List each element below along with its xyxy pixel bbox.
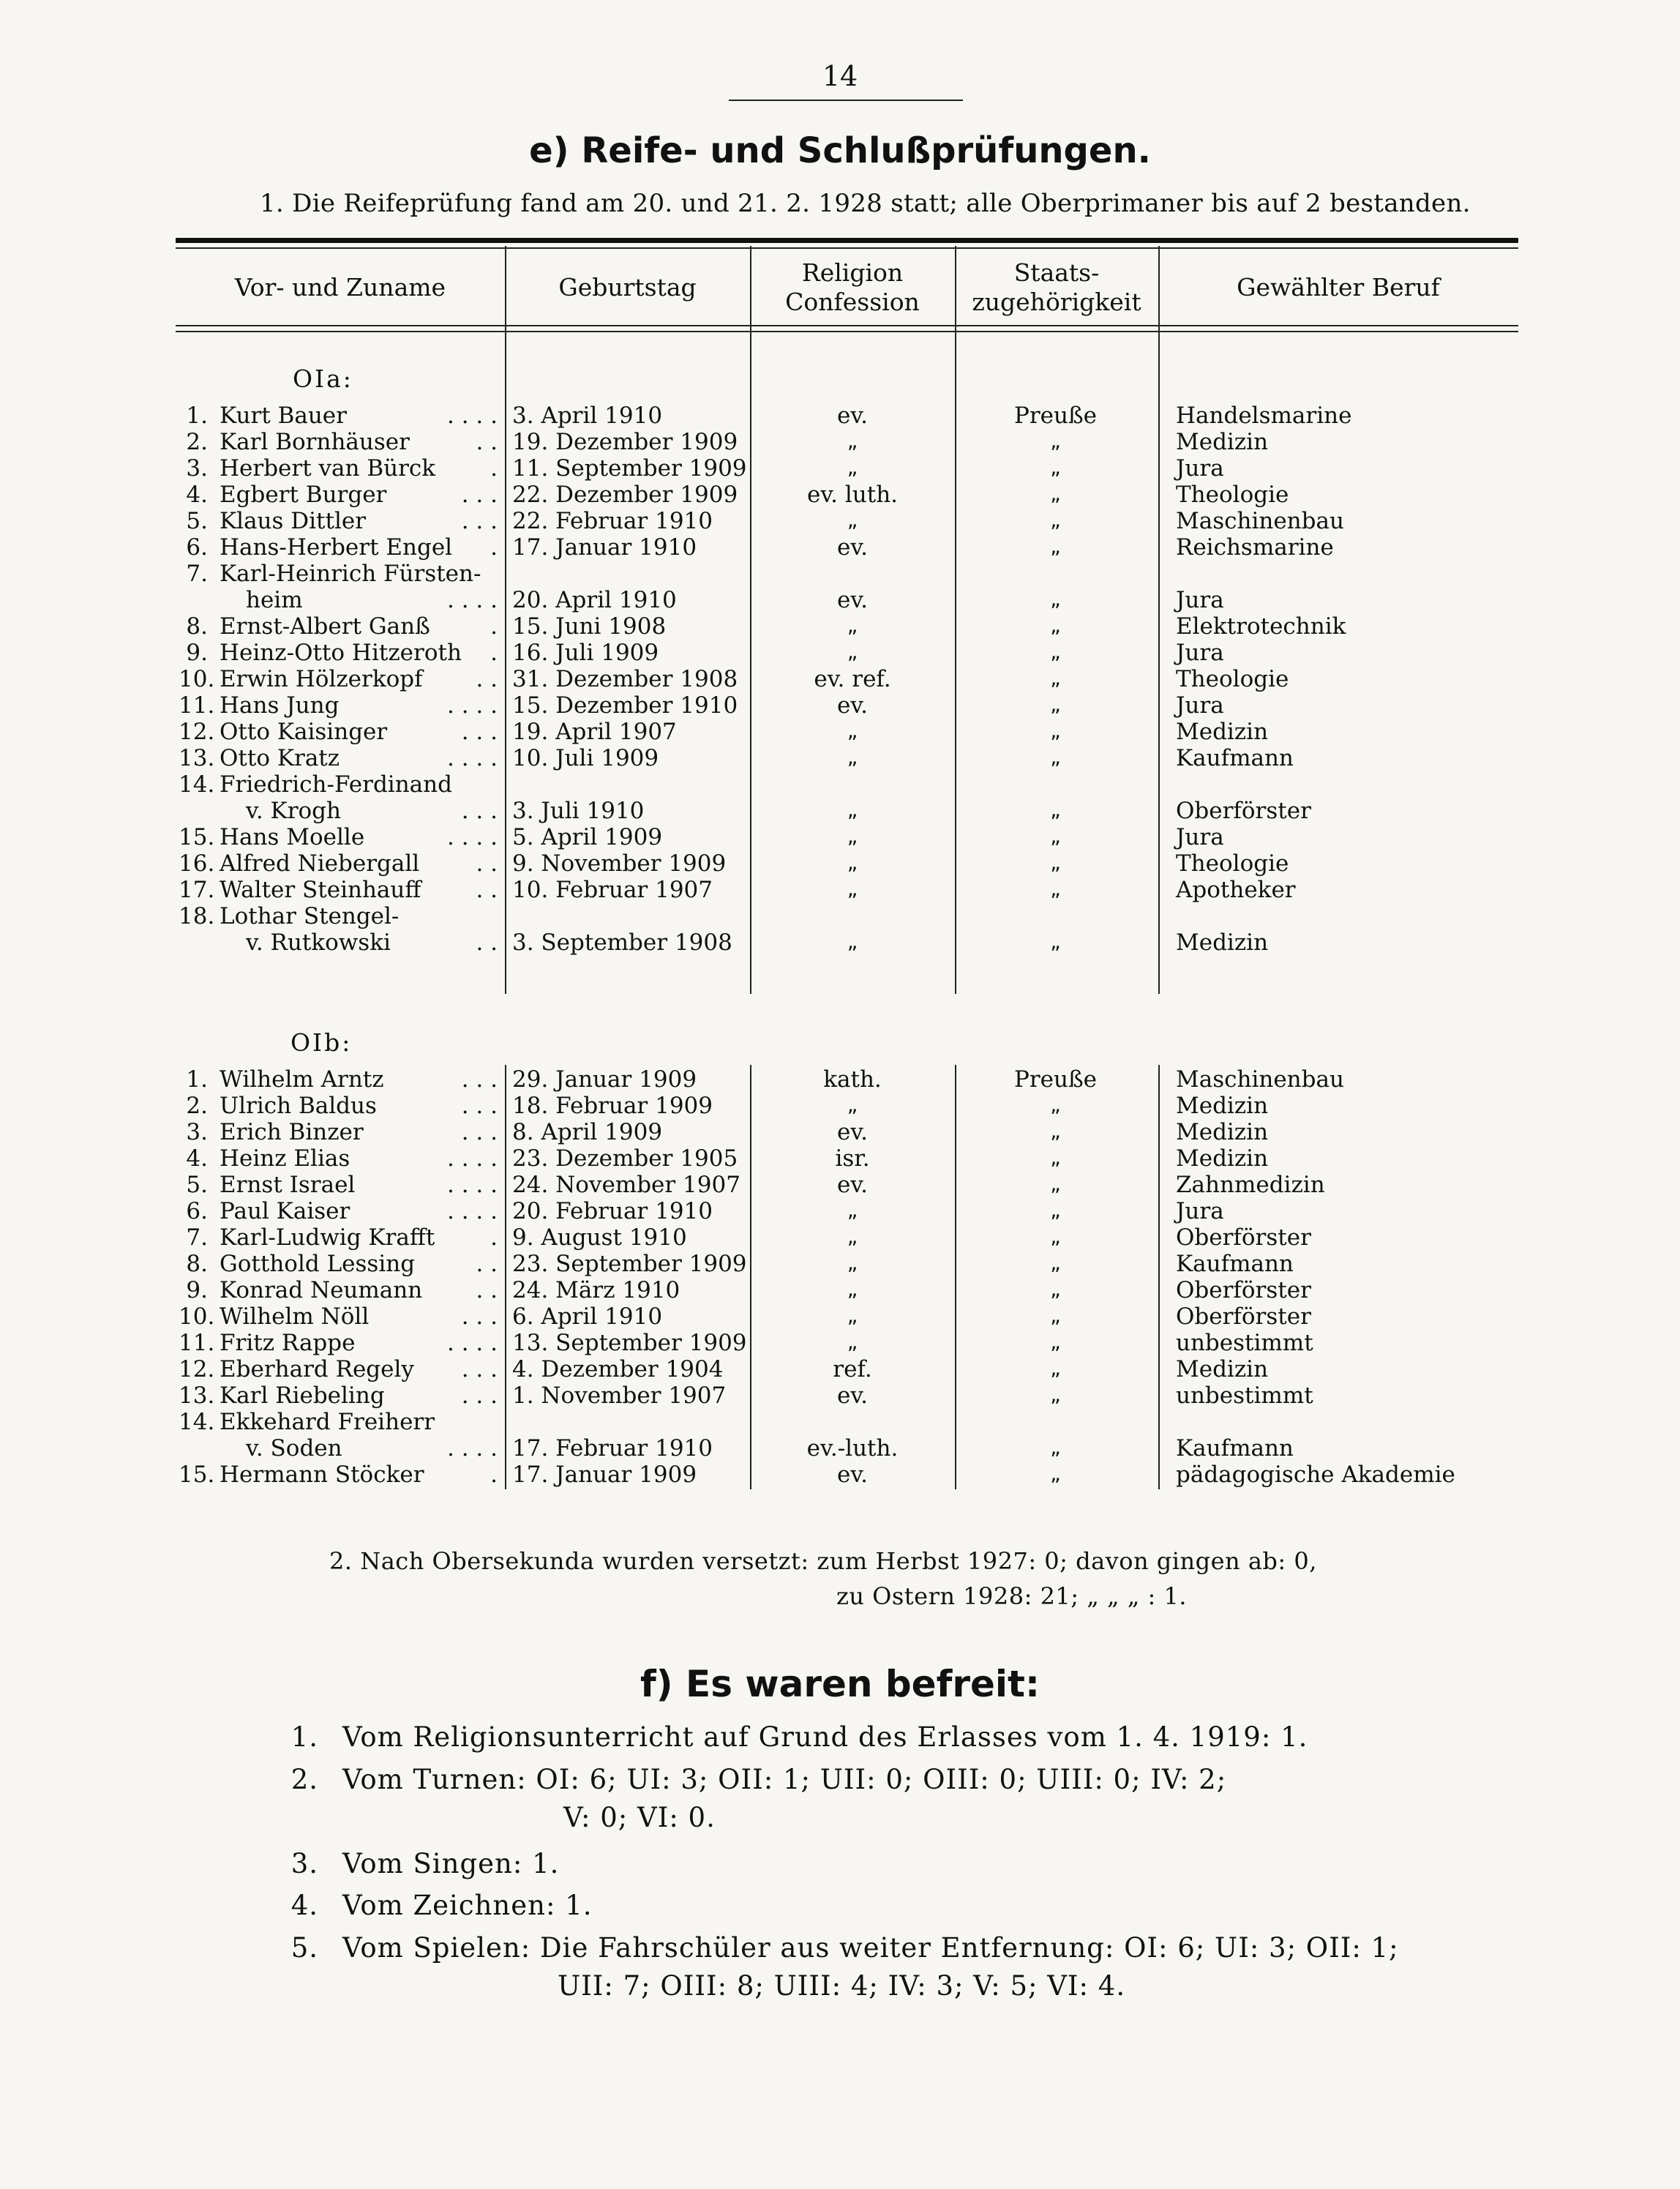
row-number: 2.: [186, 1093, 208, 1119]
religion: „: [847, 929, 858, 954]
row-number: 14.: [179, 771, 215, 798]
leader-dots: . .: [476, 929, 498, 956]
chosen-profession: Theologie: [1176, 666, 1289, 692]
row-number: 18.: [179, 903, 215, 929]
header-bottom-rule: [176, 325, 1518, 326]
student-name: Hans Jung: [220, 692, 340, 719]
student-name: Ekkehard Freiherr: [220, 1409, 435, 1435]
header-bottom-rule-2: [176, 331, 1518, 332]
row-number: 11.: [179, 692, 215, 719]
birth-date: 10. Februar 1907: [512, 877, 713, 903]
header-birthday: Geburtstag: [558, 272, 697, 302]
religion: ev. luth.: [806, 482, 899, 508]
nationality: „: [1050, 640, 1061, 664]
religion: „: [847, 719, 858, 743]
header-religion: [750, 252, 955, 322]
chosen-profession: Jura: [1176, 455, 1224, 482]
religion: ev.-luth.: [806, 1435, 899, 1462]
leader-dots: . . .: [461, 798, 498, 824]
header-state-line2: zugehörigkeit: [972, 287, 1141, 316]
birth-date: 19. Dezember 1909: [512, 429, 738, 455]
row-number: 8.: [186, 1251, 208, 1277]
row-number: 13.: [179, 1382, 215, 1409]
header-state: [955, 252, 1158, 322]
row-number: 7.: [186, 561, 208, 587]
religion: ev.: [836, 1172, 869, 1198]
birth-date: 15. Juni 1908: [512, 613, 667, 640]
leader-dots: . . . .: [447, 1145, 498, 1172]
nationality: „: [1050, 1462, 1061, 1486]
nationality: „: [1050, 1303, 1061, 1328]
leader-dots: .: [490, 1224, 498, 1251]
chosen-profession: Oberförster: [1176, 1277, 1311, 1303]
religion: „: [847, 1303, 858, 1328]
religion: ev.: [836, 587, 869, 613]
nationality: „: [1050, 455, 1061, 479]
leader-dots: . . .: [461, 1066, 498, 1093]
column-divider: [505, 246, 506, 994]
religion: „: [847, 850, 858, 875]
student-name: Ernst-Albert Ganß: [220, 613, 430, 640]
religion: „: [847, 1277, 858, 1301]
leader-dots: . . . .: [447, 1172, 498, 1198]
column-divider: [750, 1065, 751, 1489]
leader-dots: . .: [476, 877, 498, 903]
nationality: „: [1050, 1435, 1061, 1459]
leader-dots: . . . .: [447, 824, 498, 850]
leader-dots: . .: [476, 429, 498, 455]
chosen-profession: Jura: [1176, 824, 1224, 850]
section-f-title: f) Es waren befreit:: [640, 1663, 1040, 1705]
student-name: Karl-Heinrich Fürsten-: [220, 561, 481, 587]
birth-date: 22. Februar 1910: [512, 508, 713, 534]
nationality: „: [1050, 798, 1061, 822]
student-name: Fritz Rappe: [220, 1330, 356, 1356]
column-divider: [1158, 246, 1160, 994]
exemption-text: Vom Spielen: Die Fahrschüler aus weiter Entfernung: OI: 6; UI: 3; OII: 1;: [342, 1932, 1399, 1964]
leader-dots: . .: [476, 1251, 498, 1277]
leader-dots: . . . .: [447, 1435, 498, 1462]
student-name: v. Rutkowski: [246, 929, 391, 956]
religion: „: [847, 1330, 858, 1354]
religion: kath.: [823, 1066, 882, 1093]
birth-date: 17. Januar 1910: [512, 534, 697, 561]
nationality: „: [1050, 666, 1061, 690]
class-group-label: OIa:: [293, 364, 353, 393]
student-name: Eberhard Regely: [220, 1356, 414, 1382]
nationality: „: [1050, 745, 1061, 769]
student-name: Erich Binzer: [220, 1119, 364, 1145]
row-number: 12.: [179, 1356, 215, 1382]
chosen-profession: unbestimmt: [1176, 1330, 1313, 1356]
religion: isr.: [835, 1145, 870, 1172]
chosen-profession: Theologie: [1176, 850, 1289, 877]
row-number: 4.: [186, 482, 208, 508]
birth-date: 11. September 1909: [512, 455, 747, 482]
student-name: v. Soden: [246, 1435, 342, 1462]
nationality: „: [1050, 1356, 1061, 1380]
student-name: heim: [246, 587, 303, 613]
exemption-text-continued: UII: 7; OIII: 8; UIII: 4; IV: 3; V: 5; VI: 4.: [558, 1970, 1126, 2002]
student-name: Erwin Hölzerkopf: [220, 666, 423, 692]
student-name: Hans Moelle: [220, 824, 365, 850]
row-number: 1.: [186, 1066, 208, 1093]
nationality: „: [1050, 482, 1061, 506]
religion: ev.: [836, 1382, 869, 1409]
student-name: Ulrich Baldus: [220, 1093, 377, 1119]
student-name: Konrad Neumann: [220, 1277, 423, 1303]
birth-date: 9. November 1909: [512, 850, 727, 877]
leader-dots: . . .: [461, 1119, 498, 1145]
row-number: 13.: [179, 745, 215, 771]
leader-dots: . . . .: [447, 587, 498, 613]
student-name: Herbert van Bürck: [220, 455, 436, 482]
chosen-profession: Kaufmann: [1176, 745, 1294, 771]
page-number-rule: [729, 100, 963, 101]
leader-dots: .: [490, 640, 498, 666]
column-divider: [750, 246, 751, 994]
chosen-profession: Theologie: [1176, 482, 1289, 508]
table-top-rule-thin: [176, 247, 1518, 249]
birth-date: 4. Dezember 1904: [512, 1356, 724, 1382]
student-name: Karl Riebeling: [220, 1382, 385, 1409]
student-name: Walter Steinhauff: [220, 877, 421, 903]
nationality: „: [1050, 850, 1061, 875]
row-number: 9.: [186, 640, 208, 666]
row-number: 14.: [179, 1409, 215, 1435]
column-divider: [955, 1065, 956, 1489]
leader-dots: . .: [476, 1277, 498, 1303]
student-name: Klaus Dittler: [220, 508, 367, 534]
chosen-profession: Oberförster: [1176, 1224, 1311, 1251]
nationality: „: [1050, 877, 1061, 901]
row-number: 6.: [186, 534, 208, 561]
column-divider: [955, 246, 956, 994]
birth-date: 8. April 1909: [512, 1119, 663, 1145]
student-name: Egbert Burger: [220, 482, 387, 508]
birth-date: 13. September 1909: [512, 1330, 747, 1356]
religion: ev.: [836, 403, 869, 429]
chosen-profession: Kaufmann: [1176, 1435, 1294, 1462]
nationality: „: [1050, 824, 1061, 848]
row-number: 10.: [179, 666, 215, 692]
column-divider: [505, 1065, 506, 1489]
leader-dots: .: [490, 534, 498, 561]
chosen-profession: Medizin: [1176, 1119, 1269, 1145]
birth-date: 5. April 1909: [512, 824, 663, 850]
student-name: Hans-Herbert Engel: [220, 534, 453, 561]
chosen-profession: Maschinenbau: [1176, 508, 1344, 534]
religion: „: [847, 1251, 858, 1275]
religion: „: [847, 429, 858, 453]
exemption-number: 2.: [290, 1764, 318, 1795]
nationality: „: [1050, 1251, 1061, 1275]
page-number: 14: [822, 60, 858, 92]
row-number: 7.: [186, 1224, 208, 1251]
row-number: 17.: [179, 877, 215, 903]
leader-dots: . . .: [461, 508, 498, 534]
nationality: „: [1050, 1093, 1061, 1117]
birth-date: 3. Juli 1910: [512, 798, 645, 824]
exemption-text: Vom Zeichnen: 1.: [342, 1890, 593, 1921]
chosen-profession: Medizin: [1176, 1145, 1269, 1172]
religion: ev.: [836, 534, 869, 561]
row-number: 2.: [186, 429, 208, 455]
leader-dots: .: [490, 455, 498, 482]
row-number: 15.: [179, 824, 215, 850]
leader-dots: . . .: [461, 1093, 498, 1119]
nationality: „: [1050, 1330, 1061, 1354]
chosen-profession: Kaufmann: [1176, 1251, 1294, 1277]
nationality: „: [1050, 587, 1061, 611]
student-name: Kurt Bauer: [220, 403, 347, 429]
chosen-profession: Handelsmarine: [1176, 403, 1352, 429]
exemption-number: 4.: [290, 1890, 318, 1921]
row-number: 1.: [186, 403, 208, 429]
nationality: „: [1050, 1277, 1061, 1301]
exemption-text: Vom Singen: 1.: [342, 1848, 560, 1879]
chosen-profession: Medizin: [1176, 429, 1269, 455]
chosen-profession: Jura: [1176, 640, 1224, 666]
chosen-profession: Medizin: [1176, 1356, 1269, 1382]
leader-dots: . .: [476, 850, 498, 877]
nationality: „: [1050, 1382, 1061, 1407]
promotion-note-line2: zu Ostern 1928: 21; „ „ „ : 1.: [836, 1582, 1187, 1610]
birth-date: 20. April 1910: [512, 587, 677, 613]
header-religion-line1: Religion: [801, 258, 904, 287]
exemption-number: 1.: [290, 1721, 318, 1753]
student-name: Karl-Ludwig Krafft: [220, 1224, 435, 1251]
chosen-profession: pädagogische Akademie: [1176, 1462, 1455, 1488]
religion: „: [847, 798, 858, 822]
student-name: Heinz Elias: [220, 1145, 350, 1172]
section-e-intro: 1. Die Reifeprüfung fand am 20. und 21. 2. 1928 statt; alle Oberprimaner bis auf 2 bestanden.: [260, 189, 1471, 218]
birth-date: 16. Juli 1909: [512, 640, 659, 666]
religion: „: [847, 1093, 858, 1117]
row-number: 15.: [179, 1462, 215, 1488]
leader-dots: . . .: [461, 719, 498, 745]
student-name: Otto Kaisinger: [220, 719, 388, 745]
birth-date: 24. November 1907: [512, 1172, 740, 1198]
chosen-profession: Reichsmarine: [1176, 534, 1334, 561]
section-e-title: e) Reife- und Schlußprüfungen.: [529, 130, 1151, 171]
birth-date: 31. Dezember 1908: [512, 666, 738, 692]
religion: „: [847, 613, 858, 637]
chosen-profession: unbestimmt: [1176, 1382, 1313, 1409]
row-number: 3.: [186, 455, 208, 482]
nationality: Preuße: [1013, 403, 1098, 429]
birth-date: 6. April 1910: [512, 1303, 663, 1330]
header-name: Vor- und Zuname: [234, 272, 446, 302]
row-number: 12.: [179, 719, 215, 745]
leader-dots: . . . .: [447, 1330, 498, 1356]
birth-date: 29. Januar 1909: [512, 1066, 697, 1093]
birth-date: 24. März 1910: [512, 1277, 680, 1303]
student-name: v. Krogh: [246, 798, 341, 824]
birth-date: 19. April 1907: [512, 719, 677, 745]
student-name: Wilhelm Arntz: [220, 1066, 384, 1093]
religion: „: [847, 824, 858, 848]
student-name: Heinz-Otto Hitzeroth: [220, 640, 462, 666]
student-name: Gotthold Lessing: [220, 1251, 416, 1277]
nationality: „: [1050, 929, 1061, 954]
leader-dots: .: [490, 613, 498, 640]
student-name: Alfred Niebergall: [220, 850, 420, 877]
row-number: 4.: [186, 1145, 208, 1172]
chosen-profession: Maschinenbau: [1176, 1066, 1344, 1093]
nationality: „: [1050, 1172, 1061, 1196]
birth-date: 15. Dezember 1910: [512, 692, 738, 719]
nationality: „: [1050, 534, 1061, 558]
religion: ev.: [836, 1462, 869, 1488]
student-name: Hermann Stöcker: [220, 1462, 424, 1488]
birth-date: 22. Dezember 1909: [512, 482, 738, 508]
religion: ev.: [836, 1119, 869, 1145]
birth-date: 23. September 1909: [512, 1251, 747, 1277]
leader-dots: . . .: [461, 1303, 498, 1330]
nationality: „: [1050, 1198, 1061, 1222]
leader-dots: . . . .: [447, 745, 498, 771]
row-number: 8.: [186, 613, 208, 640]
student-name: Ernst Israel: [220, 1172, 356, 1198]
student-name: Karl Bornhäuser: [220, 429, 410, 455]
student-name: Wilhelm Nöll: [220, 1303, 370, 1330]
student-name: Friedrich-Ferdinand: [220, 771, 452, 798]
chosen-profession: Jura: [1176, 692, 1224, 719]
chosen-profession: Elektrotechnik: [1176, 613, 1346, 640]
class-group-label: OIb:: [290, 1028, 353, 1057]
religion: ev. ref.: [814, 666, 891, 692]
row-number: 3.: [186, 1119, 208, 1145]
religion: „: [847, 455, 858, 479]
chosen-profession: Oberförster: [1176, 798, 1311, 824]
religion: „: [847, 1224, 858, 1249]
birth-date: 18. Februar 1909: [512, 1093, 713, 1119]
exemption-text-continued: V: 0; VI: 0.: [563, 1802, 716, 1833]
nationality: Preuße: [1013, 1066, 1098, 1093]
chosen-profession: Oberförster: [1176, 1303, 1311, 1330]
student-name: Paul Kaiser: [220, 1198, 350, 1224]
exemption-text: Vom Religionsunterricht auf Grund des Erlasses vom 1. 4. 1919: 1.: [342, 1721, 1308, 1753]
birth-date: 17. Februar 1910: [512, 1435, 713, 1462]
chosen-profession: Zahnmedizin: [1176, 1172, 1325, 1198]
leader-dots: . . .: [461, 482, 498, 508]
student-name: Otto Kratz: [220, 745, 340, 771]
religion: „: [847, 640, 858, 664]
religion: „: [847, 1198, 858, 1222]
row-number: 16.: [179, 850, 215, 877]
birth-date: 10. Juli 1909: [512, 745, 659, 771]
header-religion-line2: Confession: [785, 287, 920, 316]
leader-dots: . . .: [461, 1356, 498, 1382]
student-name: Lothar Stengel-: [220, 903, 400, 929]
column-divider: [1158, 1065, 1160, 1489]
chosen-profession: Medizin: [1176, 719, 1269, 745]
leader-dots: . . . .: [447, 1198, 498, 1224]
header-job: Gewählter Beruf: [1237, 272, 1440, 302]
nationality: „: [1050, 429, 1061, 453]
leader-dots: . . . .: [447, 403, 498, 429]
birth-date: 1. November 1907: [512, 1382, 727, 1409]
row-number: 9.: [186, 1277, 208, 1303]
nationality: „: [1050, 508, 1061, 532]
birth-date: 3. April 1910: [512, 403, 663, 429]
chosen-profession: Medizin: [1176, 1093, 1269, 1119]
nationality: „: [1050, 692, 1061, 716]
nationality: „: [1050, 613, 1061, 637]
birth-date: 3. September 1908: [512, 929, 732, 956]
religion: „: [847, 508, 858, 532]
header-state-line1: Staats-: [1013, 258, 1100, 287]
exemption-number: 3.: [290, 1848, 318, 1879]
nationality: „: [1050, 1145, 1061, 1170]
religion: „: [847, 745, 858, 769]
leader-dots: . .: [476, 666, 498, 692]
exemption-number: 5.: [290, 1932, 318, 1964]
chosen-profession: Jura: [1176, 587, 1224, 613]
birth-date: 23. Dezember 1905: [512, 1145, 738, 1172]
birth-date: 17. Januar 1909: [512, 1462, 697, 1488]
row-number: 5.: [186, 1172, 208, 1198]
row-number: 11.: [179, 1330, 215, 1356]
chosen-profession: Jura: [1176, 1198, 1224, 1224]
nationality: „: [1050, 1224, 1061, 1249]
nationality: „: [1050, 719, 1061, 743]
row-number: 10.: [179, 1303, 215, 1330]
birth-date: 9. August 1910: [512, 1224, 687, 1251]
religion: „: [847, 877, 858, 901]
religion: ref.: [833, 1356, 872, 1382]
row-number: 5.: [186, 508, 208, 534]
religion: ev.: [836, 692, 869, 719]
table-top-rule: [176, 238, 1518, 243]
nationality: „: [1050, 1119, 1061, 1143]
chosen-profession: Medizin: [1176, 929, 1269, 956]
row-number: 6.: [186, 1198, 208, 1224]
chosen-profession: Apotheker: [1176, 877, 1296, 903]
exemption-text: Vom Turnen: OI: 6; UI: 3; OII: 1; UII: 0; OIII: 0; UIII: 0; IV: 2;: [342, 1764, 1227, 1795]
birth-date: 20. Februar 1910: [512, 1198, 713, 1224]
leader-dots: .: [490, 1462, 498, 1488]
promotion-note-line1: 2. Nach Obersekunda wurden versetzt: zum Herbst 1927: 0; davon gingen ab: 0,: [329, 1547, 1317, 1575]
leader-dots: . . .: [461, 1382, 498, 1409]
leader-dots: . . . .: [447, 692, 498, 719]
